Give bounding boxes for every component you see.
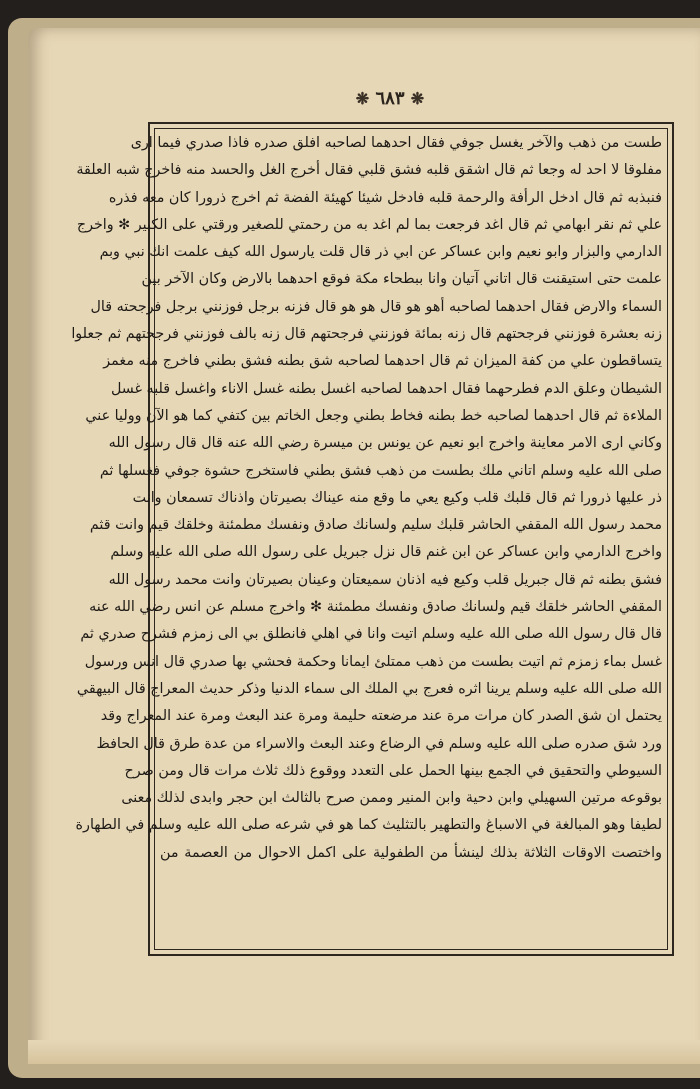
page-bottom-edge — [28, 1040, 700, 1064]
page-number: ٦٨٣ — [375, 88, 405, 109]
text-line: السماء والارض فقال احدهما لصاحبه أهو هو قال هو هو قال فزنه برجل فوزنني برجل فرجحته قال — [90, 298, 662, 315]
main-text — [71, 130, 662, 948]
text-line: علمت حتى استيقنت قال اتاني آتيان وانا ببطحاء مكة فوقع احدهما بالارض وكان الآخر بين — [141, 271, 662, 288]
ornament-right-icon: ❋ — [410, 89, 425, 108]
text-line: بوقوعه مرتين السهيلي وابن دحية وابن المنير وممن صرح بالثالث ابن حجر وابدى لذلك معنى — [121, 790, 662, 807]
text-line: صلى الله عليه وسلم اتاني ملك بطست من ذهب فشق بطني فاستخرج حشوة جوفي فغسلها ثم — [99, 462, 662, 479]
text-line: طست من ذهب والآخر يغسل جوفي فقال احدهما لصاحبه افلق صدره فاذا صدري فيما ارى — [130, 135, 662, 151]
text-line: فشق بطنه ثم قال جبريل قلب وكيع فيه اذنان سميعتان وعينان بصيرتان وانت محمد رسول الله — [108, 571, 662, 588]
text-line: علي ثم نقر ابهامي ثم قال اغد فرجعت بما لم اغد به من رحمتي للصغير ورقتي على الكبير ✻ واخرج — [76, 216, 662, 233]
text-line: السيوطي والتحقيق في الجمع بينها الحمل على التعدد ووقوع ذلك ثلاث مرات قال ومن صرح — [124, 762, 662, 779]
text-line: الله صلى الله عليه وسلم يرينا اثره فعرج بي الملك الى سماء الدنيا وذكر حديث المعراج قال البيهقي — [76, 680, 662, 697]
text-line: ورد شق صدره صلى الله عليه وسلم في الرضاع وعند البعث والاسراء من عدة طرق قال الحافظ — [96, 735, 662, 752]
text-line: زنه بعشرة فوزنني فرجحتهم قال زنه بمائة فوزنني فرجحتهم قال زنه بالف فوزنني فرجحتهم ثم جعلوا — [71, 326, 662, 343]
text-line: المقفي الحاشر خلقك قيم ولسانك صادق ونفسك مطمئنة ✻ واخرج مسلم عن انس رضي الله عنه — [89, 599, 662, 616]
text-line: يتساقطون علي من كفة الميزان ثم قال احدهما لصاحبه شق بطنه فشق بطني فاخرج منه مغمز — [103, 353, 662, 370]
text-line: الدارمي والبزار وابو نعيم وابن عساكر عن ابي ذر قال قلت يارسول الله كيف علمت انك نبي وبم — [99, 244, 662, 261]
ornament-left-icon: ❋ — [355, 89, 370, 108]
text-line: واختصت الاوقات الثلاثة بذلك لينشأ من الطفولية على اكمل الاحوال من العصمة من — [160, 844, 662, 861]
text-line: واخرج الدارمي وابن عساكر عن ابن غنم قال نزل جبريل على رسول الله صلى الله عليه وسلم — [110, 544, 662, 561]
text-line: غسل بماء زمزم ثم اتيت بطست من ذهب ممتلئ ايمانا وحكمة فحشي بها صدري قال انس ورسول — [84, 653, 662, 670]
text-line: محمد رسول الله المقفي الحاشر قلبك سليم ولسانك صادق ونفسك مطمئنة وخلقك قيم وانت قثم — [89, 517, 662, 534]
text-line: لطيفا وهو المبالغة في الاسباغ والتطهير بالتثليث كما هو في شرعه صلى الله عليه وسلم في الطهارة — [75, 817, 662, 834]
text-line: ذر عليها ذرورا ثم قال قلبك قلب وكيع يعي ما وقع منه عيناك بصيرتان واذناك تسمعان وانت — [132, 489, 662, 506]
text-line: الملاءة ثم قال احدهما لصاحبه خط بطنه فخاط بطني وجعل الخاتم بين كتفي كما هو الآن ووليا عني — [85, 407, 662, 424]
text-line: قال قال رسول الله صلى الله عليه وسلم اتيت وانا في اهلي فانطلق بي الى زمزم فشرح صدري ثم — [80, 626, 662, 643]
text-frame — [71, 122, 674, 956]
text-line: مفلوقا لا احد له وجعا ثم قال اشقق قلبه فشق قلبي فقال أخرج الغل والحسد منه فاخرج شبه العلقة — [76, 162, 662, 179]
text-line: يحتمل ان شق الصدر كان مرات مرة عند مرضعته حليمة ومرة عند البعث ومرة عند المعراج وقد — [100, 708, 662, 725]
page-header — [340, 88, 440, 109]
text-line: الشيطان وعلق الدم فطرحهما فقال احدهما لصاحبه اغسل بطنه غسل الاناء واغسل قلبه غسل — [110, 380, 662, 397]
text-line: فنبذبه ثم قال ادخل الرأفة والرحمة قلبه فادخل شيئا كهيئة الفضة ثم اخرج ذرورا كان معه فذره — [108, 189, 662, 206]
text-line: وكاني ارى الامر معاينة واخرج ابو نعيم عن يونس بن ميسرة رضي الله عنه قال قال رسول الله — [108, 435, 662, 452]
